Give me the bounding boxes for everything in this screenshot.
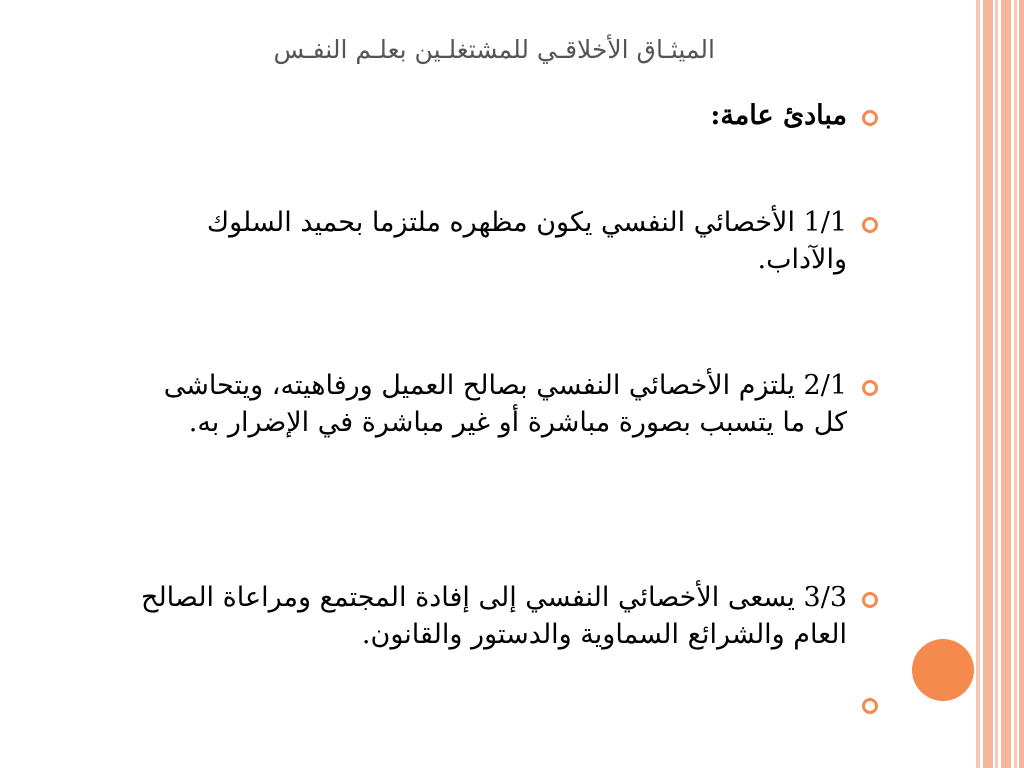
border-stripe — [983, 0, 993, 768]
border-stripe — [1014, 0, 1017, 768]
hollow-circle-bullet-icon — [862, 698, 878, 714]
border-stripe — [976, 0, 980, 768]
bullet-number: 3/3 — [803, 582, 847, 613]
border-stripe — [1001, 0, 1011, 768]
bullet-body: الأخصائي النفسي يكون مظهره ملتزما بحميد السلوك والآداب. — [206, 207, 847, 275]
bullet-number: 2/1 — [803, 370, 847, 401]
bullet-number: 1/1 — [803, 207, 847, 238]
bullet-text — [122, 204, 847, 278]
hollow-circle-bullet-icon — [862, 217, 878, 233]
hollow-circle-bullet-icon — [862, 110, 878, 126]
bullet-text — [122, 579, 847, 653]
bullet-text — [122, 367, 847, 441]
slide-title: الميثـاق الأخلاقـي للمشتغلـين بعلـم النفـس — [273, 35, 715, 64]
border-stripe — [995, 0, 998, 768]
section-heading: مبادئ عامة: — [710, 100, 847, 131]
hollow-circle-bullet-icon — [862, 380, 878, 396]
bullet-body: يسعى الأخصائي النفسي إلى إفادة المجتمع ومراعاة الصالح العام والشرائع السماوية والدستور والقانون. — [141, 582, 847, 650]
filled-circle-decoration-icon — [912, 639, 974, 701]
bullet-body: يلتزم الأخصائي النفسي بصالح العميل ورفاهيته، ويتحاشى كل ما يتسبب بصورة مباشرة أو غير مباشرة في الإضرار به. — [163, 370, 847, 438]
hollow-circle-bullet-icon — [862, 592, 878, 608]
border-stripe — [1019, 0, 1024, 768]
